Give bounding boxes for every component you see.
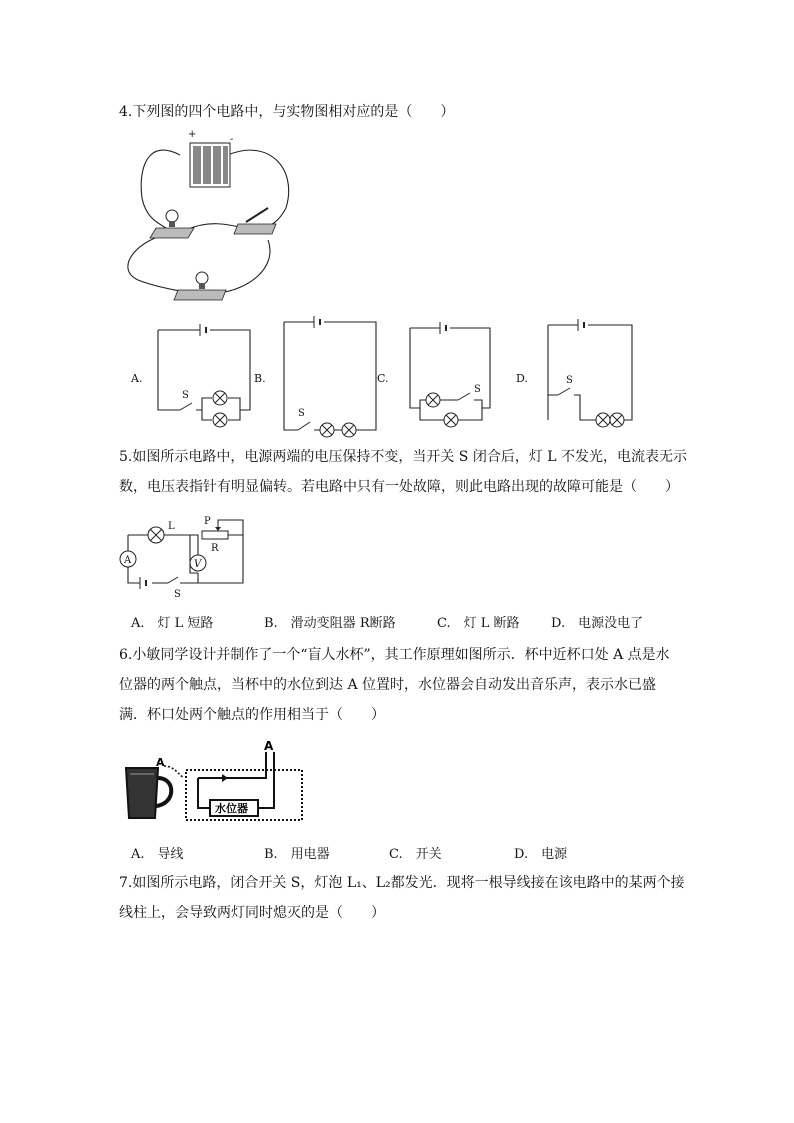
- q7-line-2: 线柱上，会导致两灯同时熄灭的是（ ）: [119, 905, 385, 921]
- q4-option-c-label: C.: [377, 372, 389, 385]
- q7-line-1: 7.如图所示电路，闭合开关 S，灯泡 L₁、L₂都发光．现将一根导线接在该电路中的某两个接: [119, 875, 685, 891]
- q6-option-c: C. 开关: [389, 847, 442, 862]
- q6-line-1: 6.小敏同学设计并制作了一个“盲人水杯”，其工作原理如图所示．杯中近杯口处 A 点是水: [119, 647, 670, 663]
- voltmeter-label: V: [194, 559, 202, 570]
- q4-option-b-label: B.: [254, 372, 266, 385]
- q5-line-1: 5.如图所示电路中，电源两端的电压保持不变，当开关 S 闭合后，灯 L 不发光，电流表无示: [119, 449, 688, 465]
- bulb-2-icon: [174, 272, 226, 300]
- q4-option-a-label: A.: [131, 372, 143, 385]
- switch-label-a: S: [182, 390, 189, 401]
- bulb-1-icon: [150, 210, 194, 238]
- switch-icon: [234, 208, 276, 234]
- q5-line-2: 数，电压表指针有明显偏转。若电路中只有一处故障，则此电路出现的故障可能是（ ）: [119, 479, 679, 495]
- q4-physical-diagram: [118, 128, 298, 308]
- q6-water-cup-diagram: [118, 738, 318, 823]
- circuit-option-d: [548, 319, 632, 427]
- q6-line-2: 位器的两个触点，当杯中的水位到达 A 位置时，水位器会自动发出音乐声，表示水已盛: [119, 677, 657, 693]
- q6-option-a: A. 导线: [131, 847, 184, 862]
- q6-line-3: 满．杯口处两个触点的作用相当于（ ）: [119, 707, 385, 723]
- switch-label-c: S: [474, 384, 481, 395]
- slider-label: P: [204, 516, 211, 527]
- q6-option-b: B. 用电器: [264, 847, 330, 862]
- circuit-option-b: [284, 316, 376, 437]
- resistor-label: R: [211, 543, 219, 554]
- q5-option-b: B. 滑动变阻器 R断路: [264, 616, 396, 631]
- circuit-option-a: [158, 324, 250, 427]
- q5-option-a: A. 灯 L 短路: [131, 616, 214, 631]
- water-level-device-label: 水位器: [215, 802, 248, 815]
- q5-circuit-diagram: [118, 515, 253, 600]
- switch-label-d: S: [566, 375, 573, 386]
- cup-icon: [126, 768, 171, 818]
- ammeter-label: A: [124, 555, 132, 566]
- cup-point-label: A: [156, 756, 165, 769]
- switch-label-b: S: [298, 408, 305, 419]
- q5-option-d: D. 电源没电了: [551, 616, 644, 631]
- circuit-option-c: [410, 322, 490, 427]
- q6-option-d: D. 电源: [514, 847, 568, 862]
- q4-text: 4.下列图的四个电路中，与实物图相对应的是（ ）: [119, 104, 455, 120]
- q5-option-c: C. 灯 L 断路: [437, 616, 520, 631]
- q4-option-d-label: D.: [516, 372, 528, 385]
- lamp-label: L: [168, 521, 175, 532]
- battery-minus-label: -: [230, 134, 234, 145]
- contact-point-label: A: [264, 739, 274, 753]
- switch-label-q5: S: [174, 589, 181, 600]
- battery-pack-icon: [190, 143, 230, 187]
- battery-plus-label: +: [188, 129, 197, 140]
